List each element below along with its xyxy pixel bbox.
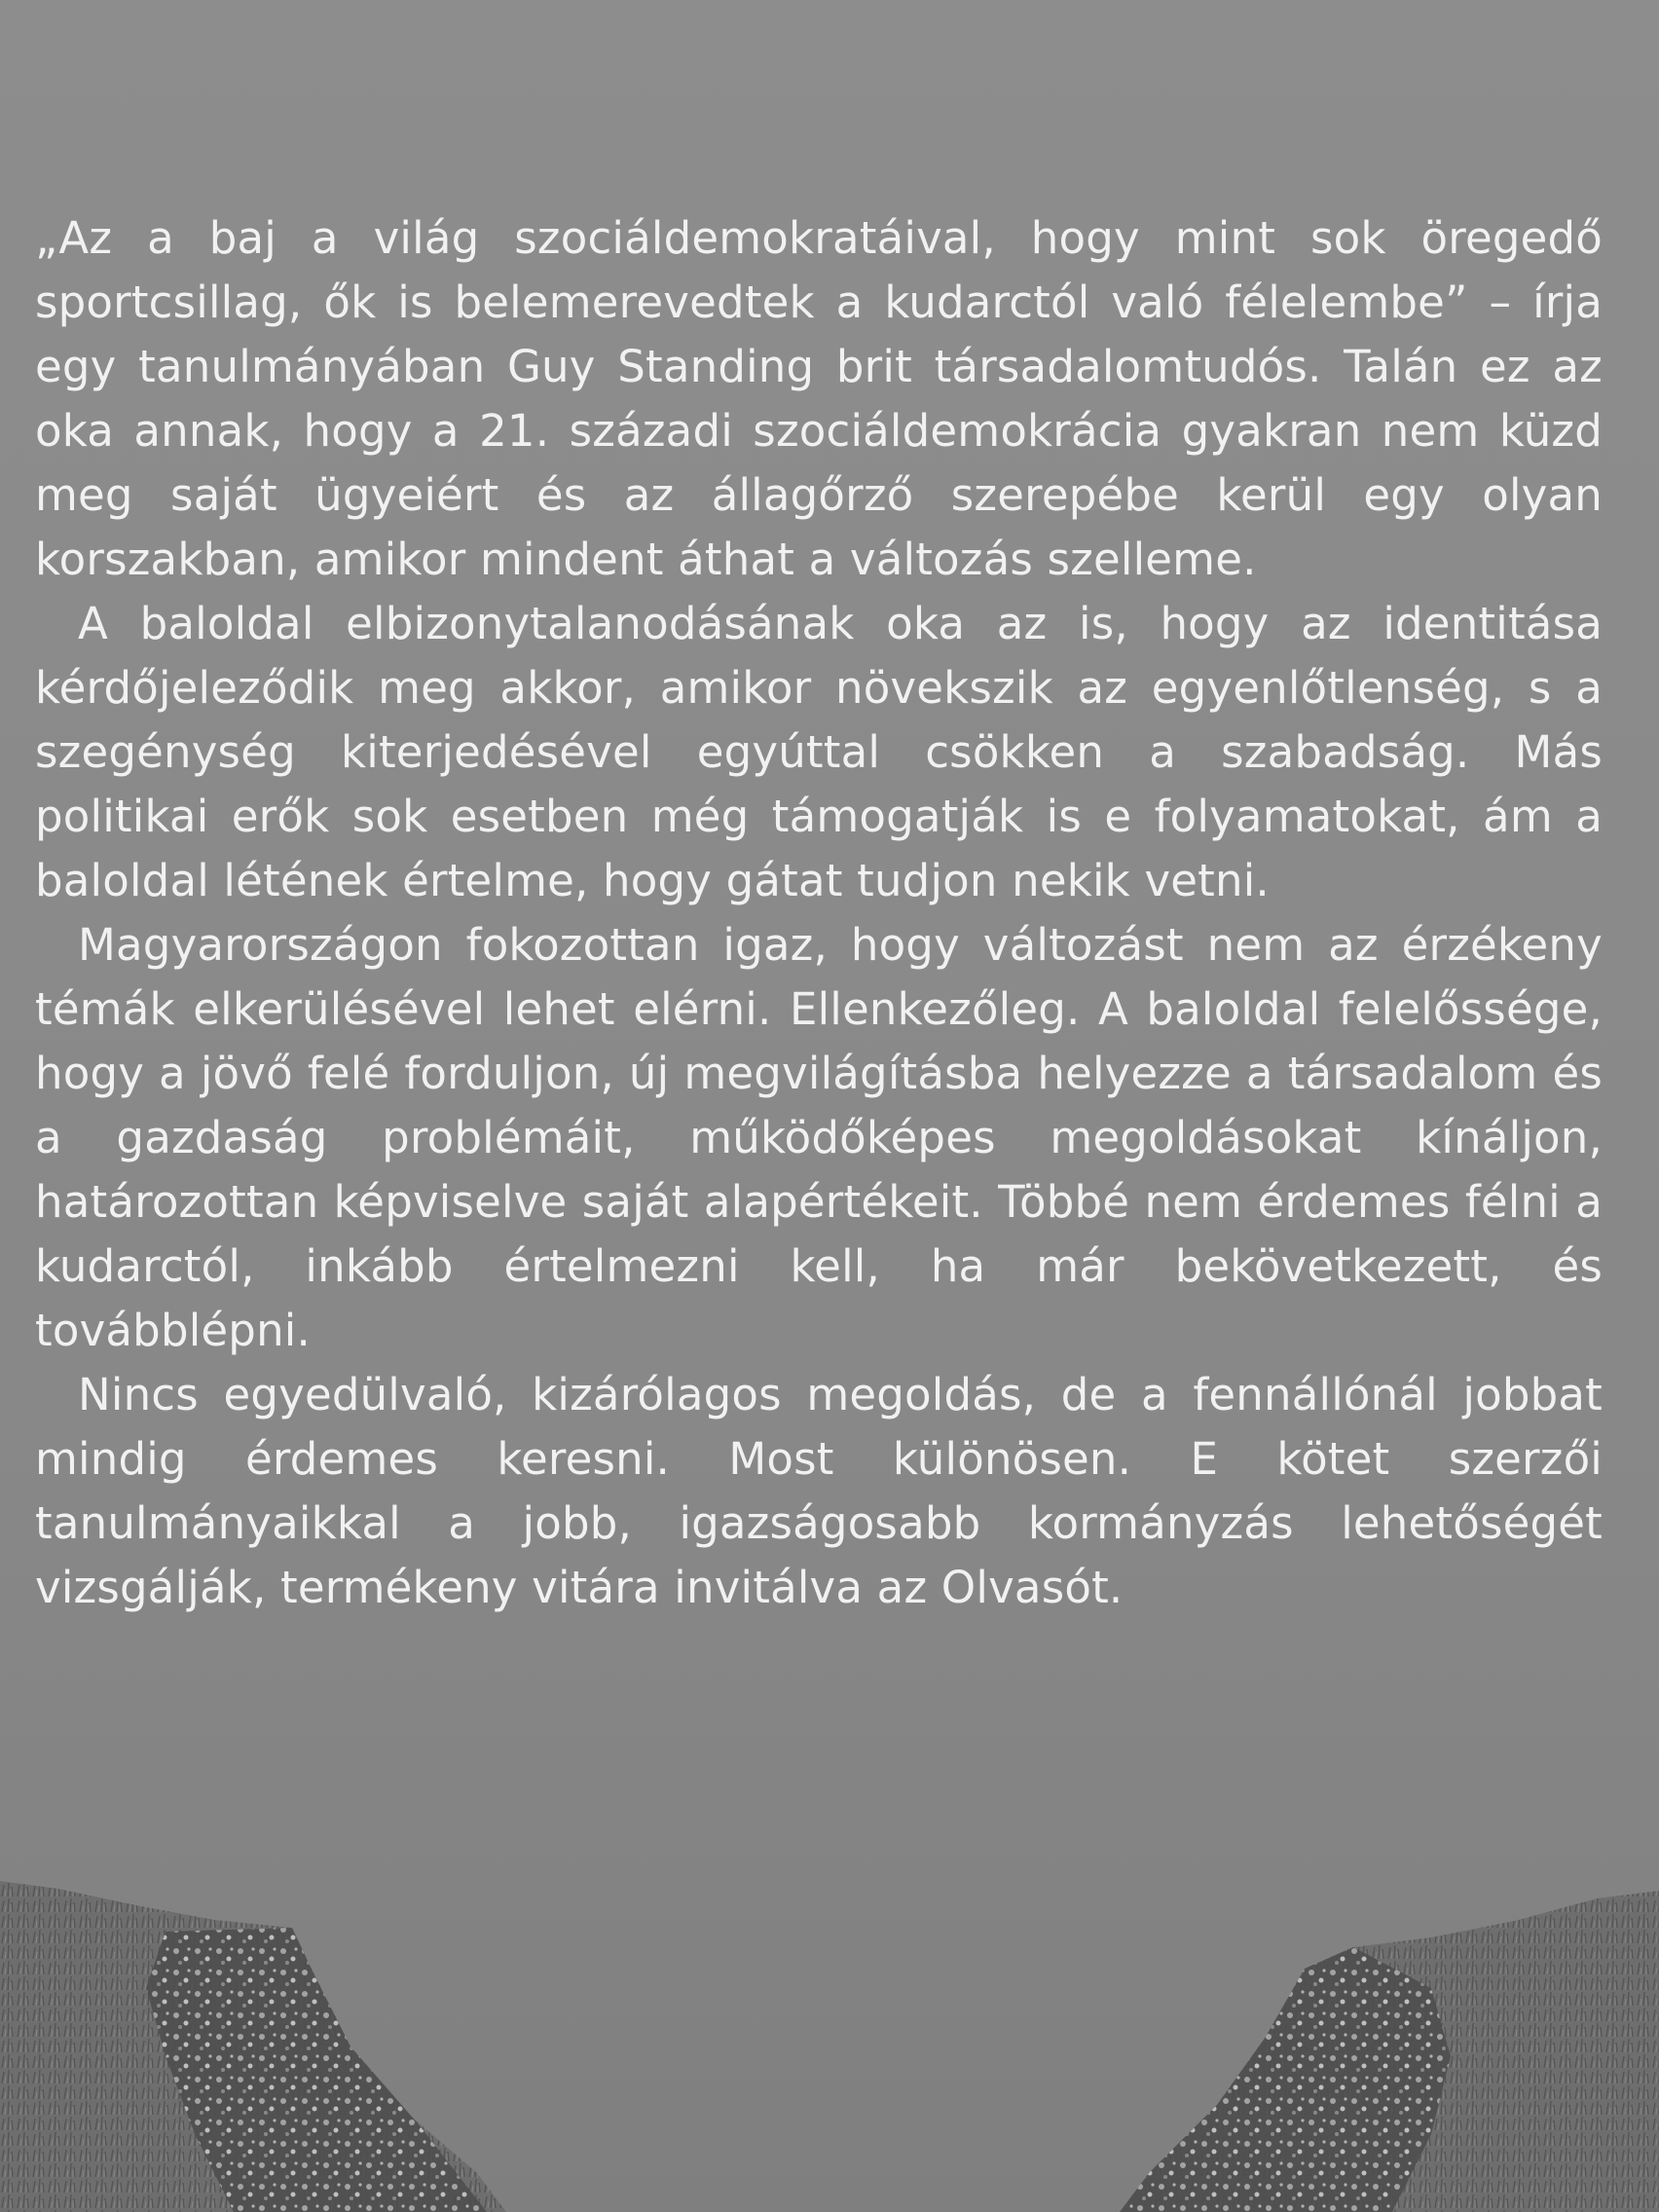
paragraph-3: Magyarországon fokozottan igaz, hogy változást nem az érzékeny témák elkerülésével lehet elérni. Ellenkezőleg. A baloldal felelőssége, hogy a jövő felé forduljon, új megvilágításba helyezze a társadalom és a gazdaság problémáit, működőképes megoldásokat kínáljon, határozottan képviselve saját alapértékeit. Többé nem érdemes félni a kudarctól, inkább értelmezni kell, ha már bekövetkezett, és továbblépni. — [35, 919, 1603, 1356]
blurb-text — [35, 206, 1603, 1620]
cliff-landscape-image — [0, 1881, 1659, 2212]
paragraph-1: „Az a baj a világ szociáldemokratáival, hogy mint sok öregedő sportcsillag, ők is belemerevedtek a kudarctól való félelembe” – írja egy tanulmányában Guy Standing brit társadalomtudós. Talán ez az oka annak, hogy a 21. századi szociáldemokrácia gyakran nem küzd meg saját ügyeiért és az állagőrző szerepébe kerül egy olyan korszakban, amikor mindent áthat a változás szelleme. — [35, 212, 1603, 585]
paragraph-2: A baloldal elbizonytalanodásának oka az is, hogy az identitása kérdőjeleződik meg akkor, amikor növekszik az egyenlőtlenség, s a szegénység kiterjedésével egyúttal csökken a szabadság. Más politikai erők sok esetben még támogatják is e folyamatokat, ám a baloldal létének értelme, hogy gátat tudjon nekik vetni. — [35, 598, 1603, 906]
paragraph-4: Nincs egyedülvaló, kizárólagos megoldás, de a fennállónál jobbat mindig érdemes keresni. Most különösen. E kötet szerzői tanulmányaikkal a jobb, igazságosabb kormányzás lehetőségét vizsgálják, termékeny vitára invitálva az Olvasót. — [35, 1369, 1603, 1613]
